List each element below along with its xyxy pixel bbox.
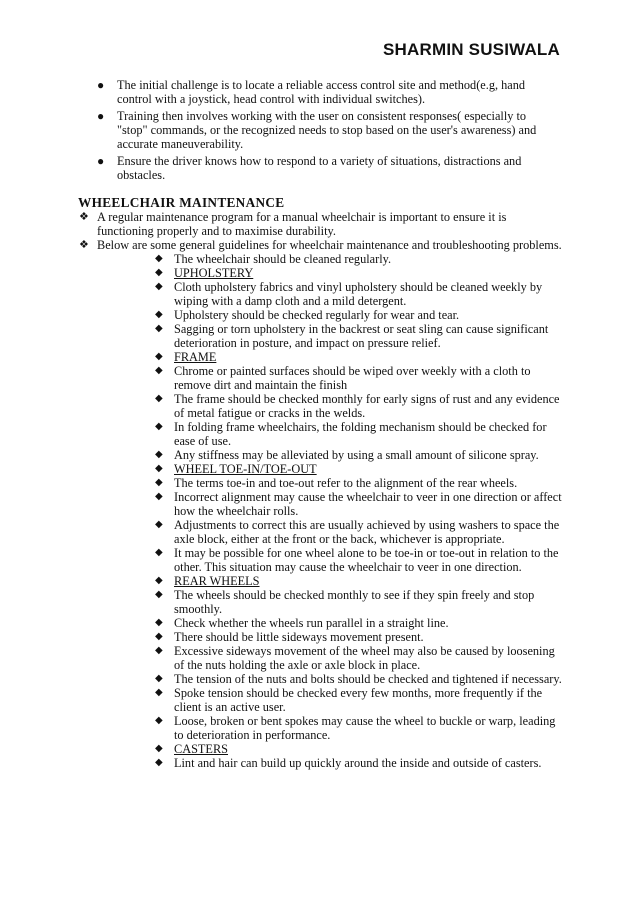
diamond-bullet-icon: ◆ bbox=[155, 617, 163, 628]
guideline-item: ◆ Loose, broken or bent spokes may cause the wheel to buckle or warp, leading to deterioration in performance. bbox=[155, 714, 556, 742]
diamond-bullet-icon: ◆ bbox=[155, 715, 163, 726]
section-point: ❖ A regular maintenance program for a manual wheelchair is important to ensure it is functioning properly and to maximise durability. bbox=[79, 210, 507, 238]
diamond-bullet-icon: ◆ bbox=[155, 309, 163, 320]
guideline-item: ◆ Chrome or painted surfaces should be wiped over weekly with a cloth to remove dirt and maintain the finish bbox=[155, 364, 531, 392]
diamond-star-bullet-icon: ❖ bbox=[79, 211, 89, 223]
subheading-wheel-toe: ◆ WHEEL TOE-IN/TOE-OUT bbox=[155, 462, 317, 476]
guideline-item: ◆ It may be possible for one wheel alone to be toe-in or toe-out in relation to the other. This situation may cause the wheelchair to veer in one direction. bbox=[155, 546, 559, 574]
section-heading: WHEELCHAIR MAINTENANCE bbox=[78, 195, 285, 210]
guideline-item: ◆ The terms toe-in and toe-out refer to the alignment of the rear wheels. bbox=[155, 476, 518, 490]
diamond-bullet-icon: ◆ bbox=[155, 547, 163, 558]
guideline-item: ◆ Excessive sideways movement of the wheel may also be caused by loosening of the nuts holding the axle or axle block in place. bbox=[155, 644, 555, 672]
intro-bullet: ● The initial challenge is to locate a reliable access control site and method(e.g, hand control with a joystick, head control with individual switches). bbox=[97, 78, 526, 106]
diamond-bullet-icon: ◆ bbox=[155, 463, 163, 474]
intro-bullet: ● Ensure the driver knows how to respond to a variety of situations, distractions and obstacles. bbox=[97, 154, 522, 182]
diamond-bullet-icon: ◆ bbox=[155, 673, 163, 684]
diamond-star-bullet-icon: ❖ bbox=[79, 239, 89, 251]
guideline-item: ◆ Check whether the wheels run parallel in a straight line. bbox=[155, 616, 449, 630]
diamond-bullet-icon: ◆ bbox=[155, 631, 163, 642]
guideline-item: ◆ There should be little sideways movement present. bbox=[155, 630, 424, 644]
diamond-bullet-icon: ◆ bbox=[155, 253, 163, 264]
guideline-item: ◆ Spoke tension should be checked every few months, more frequently if the client is an active user. bbox=[155, 686, 543, 714]
intro-bullet: ● Training then involves working with the user on consistent responses( especially to "stop" commands, or the recognized needs to stop based on the user's awareness) and accurate maneuverability. bbox=[97, 109, 537, 151]
bullet-dot-icon: ● bbox=[97, 78, 105, 92]
guideline-item: ◆ The wheels should be checked monthly to see if they spin freely and stop smoothly. bbox=[155, 588, 535, 616]
diamond-bullet-icon: ◆ bbox=[155, 267, 163, 278]
section-point: ❖ Below are some general guidelines for wheelchair maintenance and troubleshooting problems. bbox=[79, 238, 562, 252]
diamond-bullet-icon: ◆ bbox=[155, 281, 163, 292]
diamond-bullet-icon: ◆ bbox=[155, 449, 163, 460]
maintenance-section bbox=[0, 210, 638, 770]
diamond-bullet-icon: ◆ bbox=[155, 575, 163, 586]
diamond-bullet-icon: ◆ bbox=[155, 743, 163, 754]
page-body bbox=[0, 78, 638, 770]
diamond-bullet-icon: ◆ bbox=[155, 477, 163, 488]
guideline-list bbox=[0, 252, 638, 770]
guideline-item: ◆ In folding frame wheelchairs, the folding mechanism should be checked for ease of use. bbox=[155, 420, 547, 448]
diamond-bullet-icon: ◆ bbox=[155, 351, 163, 362]
subheading-frame: ◆ FRAME bbox=[155, 350, 217, 364]
bullet-dot-icon: ● bbox=[97, 109, 105, 123]
diamond-bullet-icon: ◆ bbox=[155, 393, 163, 404]
subheading-casters: ◆ CASTERS bbox=[155, 742, 228, 756]
diamond-bullet-icon: ◆ bbox=[155, 365, 163, 376]
document-header-author: SHARMIN SUSIWALA bbox=[383, 40, 560, 59]
diamond-bullet-icon: ◆ bbox=[155, 323, 163, 334]
diamond-bullet-icon: ◆ bbox=[155, 519, 163, 530]
diamond-bullet-icon: ◆ bbox=[155, 491, 163, 502]
subheading-upholstery: ◆ UPHOLSTERY bbox=[155, 266, 254, 280]
guideline-item: ◆ The tension of the nuts and bolts should be checked and tightened if necessary. bbox=[155, 672, 562, 686]
diamond-bullet-icon: ◆ bbox=[155, 645, 163, 656]
intro-list bbox=[0, 78, 638, 182]
subheading-rear-wheels: ◆ REAR WHEELS bbox=[155, 574, 260, 588]
guideline-item: ◆ Sagging or torn upholstery in the backrest or seat sling can cause significant deterioration in posture, and impact on pressure relief. bbox=[155, 322, 549, 350]
guideline-item: ◆ Lint and hair can build up quickly around the inside and outside of casters. bbox=[155, 756, 542, 770]
guideline-item: ◆ Incorrect alignment may cause the wheelchair to veer in one direction or affect how the wheelchair rolls. bbox=[155, 490, 562, 518]
guideline-item: ◆ Adjustments to correct this are usually achieved by using washers to space the axle block, either at the front or the back, whichever is appropriate. bbox=[155, 518, 560, 546]
guideline-item: ◆ The wheelchair should be cleaned regularly. bbox=[155, 252, 392, 266]
diamond-bullet-icon: ◆ bbox=[155, 757, 163, 768]
diamond-bullet-icon: ◆ bbox=[155, 589, 163, 600]
guideline-item: ◆ The frame should be checked monthly for early signs of rust and any evidence of metal fatigue or cracks in the welds. bbox=[155, 392, 560, 420]
guideline-item: ◆ Upholstery should be checked regularly for wear and tear. bbox=[155, 308, 460, 322]
guideline-item: ◆ Cloth upholstery fabrics and vinyl upholstery should be cleaned weekly by wiping with a damp cloth and a mild detergent. bbox=[155, 280, 543, 308]
diamond-bullet-icon: ◆ bbox=[155, 687, 163, 698]
diamond-bullet-icon: ◆ bbox=[155, 421, 163, 432]
bullet-dot-icon: ● bbox=[97, 154, 105, 168]
guideline-item: ◆ Any stiffness may be alleviated by using a small amount of silicone spray. bbox=[155, 448, 539, 462]
